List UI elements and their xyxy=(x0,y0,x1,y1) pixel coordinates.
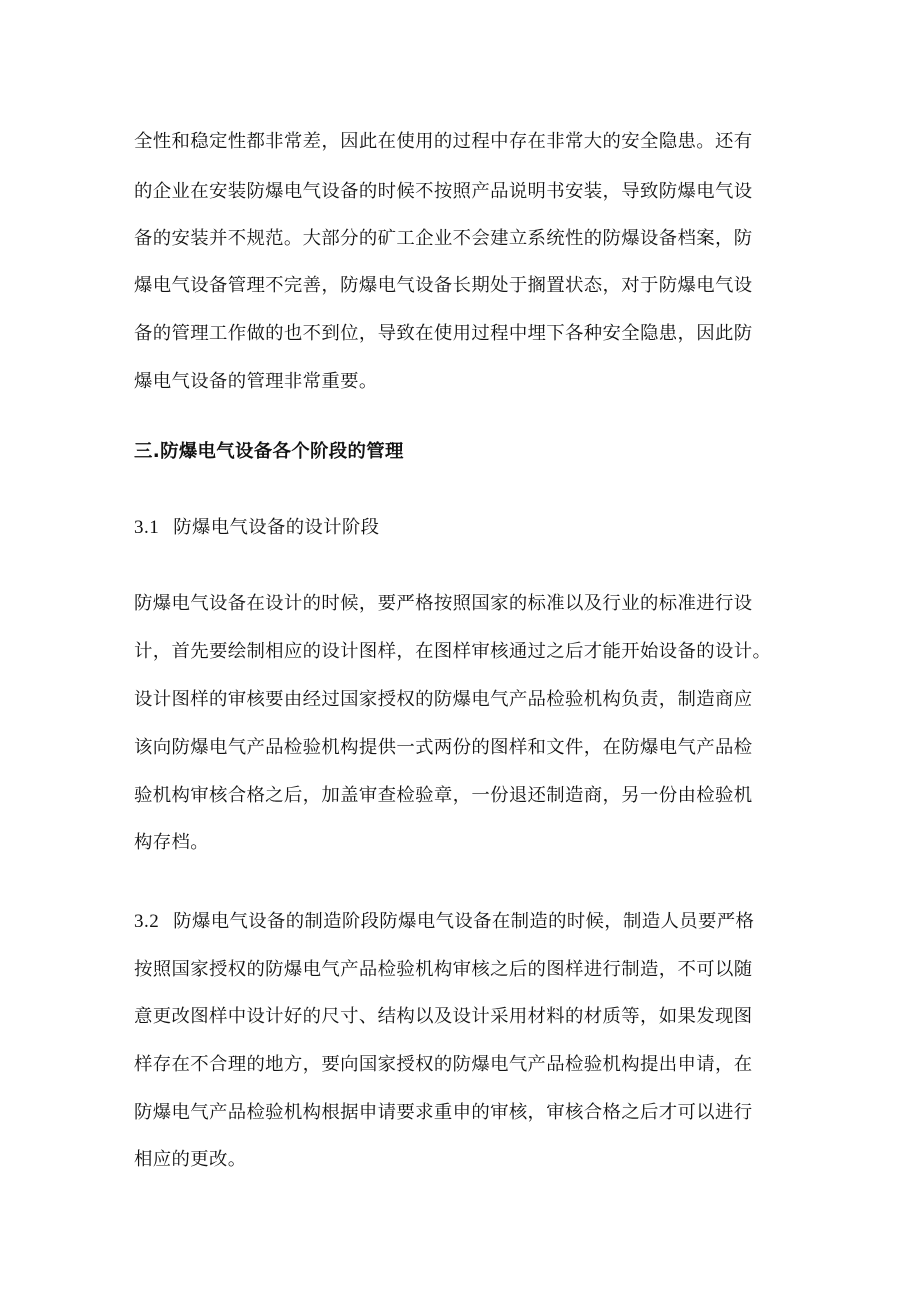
paragraph-1-line-4: 爆电气设备管理不完善，防爆电气设备长期处于搁置状态，对于防爆电气设 xyxy=(134,275,753,296)
paragraph-1-line-3: 备的安装并不规范。大部分的矿工企业不会建立系统性的防爆设备档案，防 xyxy=(134,228,753,249)
paragraph-3-line-4: 样存在不合理的地方，要向国家授权的防爆电气产品检验机构提出申请，在 xyxy=(134,1054,753,1075)
paragraph-3-line-1 xyxy=(134,907,794,937)
subsection-title: 防爆电气设备的设计阶段 xyxy=(173,517,380,538)
paragraph-2-line-5: 验机构审核合格之后，加盖审查检验章，一份退还制造商，另一份由检验机 xyxy=(134,785,753,806)
paragraph-3-number: 3.2 xyxy=(134,911,160,932)
paragraph-1-line-5: 备的管理工作做的也不到位，导致在使用过程中埋下各种安全隐患，因此防 xyxy=(134,323,753,344)
section-heading: 三.防爆电气设备各个阶段的管理 xyxy=(134,441,404,462)
paragraph-3-line-1-text: 防爆电气设备的制造阶段防爆电气设备在制造的时候，制造人员要严格 xyxy=(173,911,755,932)
subsection-number: 3.1 xyxy=(134,517,160,538)
paragraph-3-line-6: 相应的更改。 xyxy=(134,1149,247,1170)
paragraph-1-line-1: 全性和稳定性都非常差，因此在使用的过程中存在非常大的安全隐患。还有 xyxy=(134,131,753,152)
paragraph-1-line-2: 的企业在安装防爆电气设备的时候不按照产品说明书安装，导致防爆电气设 xyxy=(134,181,753,202)
paragraph-2-line-1: 防爆电气设备在设计的时候，要严格按照国家的标准以及行业的标准进行设 xyxy=(134,593,753,614)
paragraph-1-line-6: 爆电气设备的管理非常重要。 xyxy=(134,371,378,392)
paragraph-2-line-3: 设计图样的审核要由经过国家授权的防爆电气产品检验机构负责，制造商应 xyxy=(134,689,753,710)
paragraph-3-line-2: 按照国家授权的防爆电气产品检验机构审核之后的图样进行制造，不可以随 xyxy=(134,959,753,980)
paragraph-2-line-4: 该向防爆电气产品检验机构提供一式两份的图样和文件，在防爆电气产品检 xyxy=(134,737,753,758)
paragraph-3-line-3: 意更改图样中设计好的尺寸、结构以及设计采用材料的材质等，如果发现图 xyxy=(134,1006,753,1027)
paragraph-2-line-2: 计，首先要绘制相应的设计图样，在图样审核通过之后才能开始设备的设计。 xyxy=(134,641,772,662)
subsection-heading xyxy=(134,513,794,543)
paragraph-3-line-5: 防爆电气产品检验机构根据申请要求重申的审核，审核合格之后才可以进行 xyxy=(134,1102,753,1123)
paragraph-2-line-6: 构存档。 xyxy=(134,832,209,853)
